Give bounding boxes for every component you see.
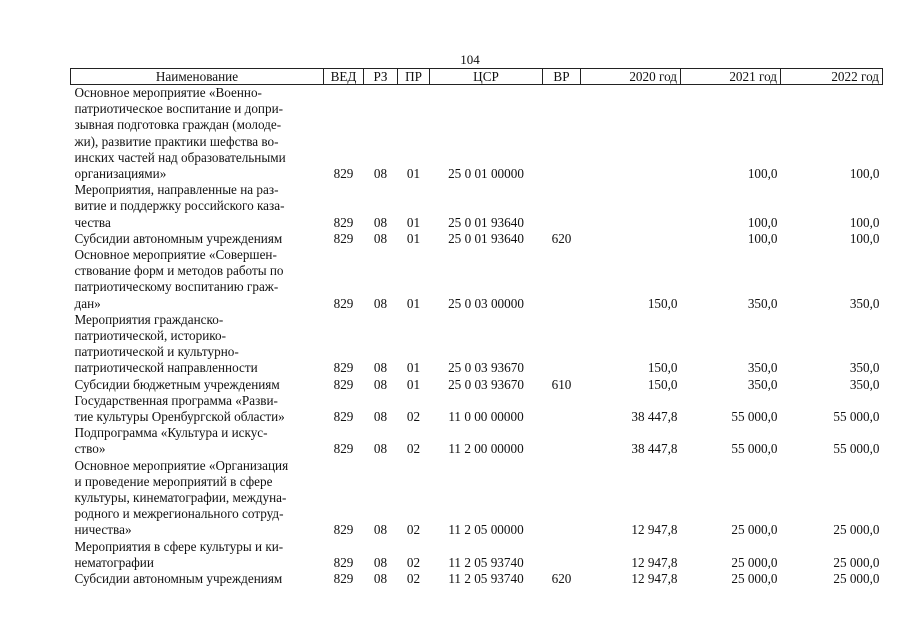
- cell-ved: 829: [333, 295, 354, 311]
- name-line: Основное мероприятие «Организация: [74, 457, 289, 473]
- cell-2020: 12 947,8: [631, 522, 678, 538]
- cell-pr: 01: [406, 360, 421, 376]
- name-line: нематографии: [74, 554, 154, 570]
- name-line: витие и поддержку российского каза-: [74, 198, 285, 214]
- name-line: патриотической, историко-: [74, 328, 227, 344]
- cell-csr: 25 0 03 00000: [448, 295, 524, 311]
- cell-pr: 02: [406, 554, 421, 570]
- cell-csr: 25 0 01 93640: [448, 230, 524, 246]
- cell-pr: 01: [406, 295, 421, 311]
- cell-ved: 829: [333, 522, 354, 538]
- name-line: ничества»: [74, 522, 132, 538]
- cell-csr: 11 2 05 00000: [448, 522, 524, 538]
- cell-2020: 38 447,8: [631, 441, 678, 457]
- cell-2021: 100,0: [747, 166, 778, 182]
- cell-ved: 829: [333, 571, 354, 587]
- name-line: патриотическому воспитанию граж-: [74, 279, 279, 295]
- cell-rz: 08: [373, 230, 388, 246]
- name-line: Основное мероприятие «Военно-: [74, 85, 262, 100]
- table-row: [71, 458, 883, 539]
- cell-ved: 829: [333, 409, 354, 425]
- cell-name: [71, 571, 324, 587]
- cell-2020: 150,0: [647, 360, 678, 376]
- cell-vr: [543, 85, 581, 183]
- table-row: [71, 231, 883, 247]
- cell-2021: 25 000,0: [731, 571, 778, 587]
- cell-vr: [543, 182, 581, 231]
- name-line: и проведение мероприятий в сфере: [74, 473, 273, 489]
- cell-name: [71, 539, 324, 571]
- cell-2022: 350,0: [849, 295, 880, 311]
- cell-csr: 11 2 05 93740: [448, 554, 524, 570]
- cell-csr: 25 0 03 93670: [448, 376, 524, 392]
- cell-rz: 08: [373, 360, 388, 376]
- cell-csr: 25 0 01 00000: [448, 166, 524, 182]
- table-row: [71, 393, 883, 425]
- cell-rz: 08: [373, 522, 388, 538]
- cell-rz: 08: [373, 441, 388, 457]
- table-row: [71, 182, 883, 231]
- cell-2020: 12 947,8: [631, 571, 678, 587]
- cell-name: [71, 377, 324, 393]
- table-row: [71, 425, 883, 457]
- name-line: родного и межрегионального сотруд-: [74, 506, 284, 522]
- table-row: [71, 377, 883, 393]
- header-name: Наименование: [71, 69, 324, 85]
- cell-vr: [543, 539, 581, 571]
- cell-vr: [543, 425, 581, 457]
- name-line: Государственная программа «Разви-: [74, 392, 278, 408]
- cell-2021: 55 000,0: [731, 441, 778, 457]
- cell-2021: 25 000,0: [731, 522, 778, 538]
- table-row: [71, 571, 883, 587]
- cell-vr: [543, 458, 581, 539]
- name-line: ствование форм и методов работы по: [74, 263, 284, 279]
- header-csr: ЦСР: [430, 69, 543, 85]
- table-body: [71, 85, 883, 588]
- cell-ved: 829: [333, 230, 354, 246]
- name-line: Мероприятия в сфере культуры и ки-: [74, 538, 284, 554]
- name-line: зывная подготовка граждан (молоде-: [74, 117, 282, 133]
- header-vr: ВР: [543, 69, 581, 85]
- header-ved: ВЕД: [324, 69, 364, 85]
- budget-table: [70, 68, 883, 587]
- name-line: патриотической и культурно-: [74, 344, 239, 360]
- cell-csr: 11 2 00 00000: [448, 441, 524, 457]
- table-row: [71, 85, 883, 183]
- name-line: ство»: [74, 441, 106, 457]
- cell-2021: 100,0: [747, 230, 778, 246]
- cell-2022: 55 000,0: [833, 441, 880, 457]
- cell-2022: 100,0: [849, 214, 880, 230]
- name-line: Мероприятия, направленные на раз-: [74, 182, 279, 198]
- cell-pr: 01: [406, 376, 421, 392]
- cell-csr: 25 0 01 93640: [448, 214, 524, 230]
- name-line: чества: [74, 214, 111, 230]
- cell-vr: [543, 247, 581, 312]
- cell-2020: 38 447,8: [631, 409, 678, 425]
- cell-rz: 08: [373, 376, 388, 392]
- cell-rz: 08: [373, 295, 388, 311]
- cell-rz: 08: [373, 409, 388, 425]
- table-row: [71, 247, 883, 312]
- name-line: жи), развитие практики шефства во-: [74, 133, 279, 149]
- cell-vr: 620: [551, 230, 572, 246]
- cell-ved: 829: [333, 554, 354, 570]
- cell-2020: [581, 231, 681, 247]
- cell-pr: 02: [406, 522, 421, 538]
- name-line: Субсидии автономным учреждениям: [74, 571, 283, 587]
- cell-rz: 08: [373, 214, 388, 230]
- header-2020: 2020 год: [581, 69, 681, 85]
- cell-2021: 25 000,0: [731, 554, 778, 570]
- name-line: инских частей над образовательными: [74, 149, 286, 165]
- cell-2022: 25 000,0: [833, 522, 880, 538]
- cell-pr: 02: [406, 571, 421, 587]
- cell-vr: [543, 393, 581, 425]
- cell-ved: 829: [333, 166, 354, 182]
- cell-2020: 12 947,8: [631, 554, 678, 570]
- table-row: [71, 312, 883, 377]
- cell-ved: 829: [333, 441, 354, 457]
- header-row: [71, 69, 883, 85]
- cell-pr: 02: [406, 441, 421, 457]
- cell-name: [71, 85, 324, 183]
- cell-name: [71, 425, 324, 457]
- cell-pr: 01: [406, 230, 421, 246]
- cell-2022: 25 000,0: [833, 571, 880, 587]
- cell-rz: 08: [373, 554, 388, 570]
- name-line: Основное мероприятие «Совершен-: [74, 247, 277, 263]
- cell-rz: 08: [373, 166, 388, 182]
- cell-2021: 100,0: [747, 214, 778, 230]
- cell-pr: 02: [406, 409, 421, 425]
- name-line: тие культуры Оренбургской области»: [74, 409, 285, 425]
- cell-2022: 100,0: [849, 230, 880, 246]
- cell-vr: 610: [551, 376, 572, 392]
- cell-ved: 829: [333, 214, 354, 230]
- cell-name: [71, 312, 324, 377]
- table-row: [71, 539, 883, 571]
- header-2022: 2022 год: [781, 69, 883, 85]
- cell-name: [71, 247, 324, 312]
- cell-2022: 25 000,0: [833, 554, 880, 570]
- cell-2021: 350,0: [747, 295, 778, 311]
- cell-vr: 620: [551, 571, 572, 587]
- cell-2022: 350,0: [849, 360, 880, 376]
- cell-csr: 25 0 03 93670: [448, 360, 524, 376]
- cell-2022: 55 000,0: [833, 409, 880, 425]
- header-pr: ПР: [398, 69, 430, 85]
- name-line: патриотическое воспитание и допри-: [74, 101, 284, 117]
- cell-2021: 350,0: [747, 360, 778, 376]
- cell-name: [71, 182, 324, 231]
- cell-rz: 08: [373, 571, 388, 587]
- cell-csr: 11 0 00 00000: [448, 409, 524, 425]
- cell-name: [71, 231, 324, 247]
- cell-2020: 150,0: [647, 295, 678, 311]
- cell-csr: 11 2 05 93740: [448, 571, 524, 587]
- name-line: дан»: [74, 295, 101, 311]
- cell-2020: 150,0: [647, 376, 678, 392]
- header-2021: 2021 год: [681, 69, 781, 85]
- cell-ved: 829: [333, 360, 354, 376]
- name-line: культуры, кинематографии, междуна-: [74, 490, 287, 506]
- cell-vr: [543, 312, 581, 377]
- name-line: организациями»: [74, 166, 167, 182]
- cell-2022: 100,0: [849, 166, 880, 182]
- header-rz: РЗ: [364, 69, 398, 85]
- cell-ved: 829: [333, 376, 354, 392]
- name-line: Подпрограмма «Культура и искус-: [74, 425, 268, 441]
- cell-2021: 350,0: [747, 376, 778, 392]
- cell-2021: 55 000,0: [731, 409, 778, 425]
- cell-2020: [581, 182, 681, 231]
- cell-name: [71, 393, 324, 425]
- name-line: патриотической направленности: [74, 360, 258, 376]
- cell-pr: 01: [406, 166, 421, 182]
- cell-2022: 350,0: [849, 376, 880, 392]
- name-line: Субсидии автономным учреждениям: [74, 230, 283, 246]
- cell-name: [71, 458, 324, 539]
- page-number: 104: [460, 52, 480, 67]
- name-line: Субсидии бюджетным учреждениям: [74, 376, 280, 392]
- cell-2020: [581, 85, 681, 183]
- cell-pr: 01: [406, 214, 421, 230]
- name-line: Мероприятия гражданско-: [74, 311, 224, 327]
